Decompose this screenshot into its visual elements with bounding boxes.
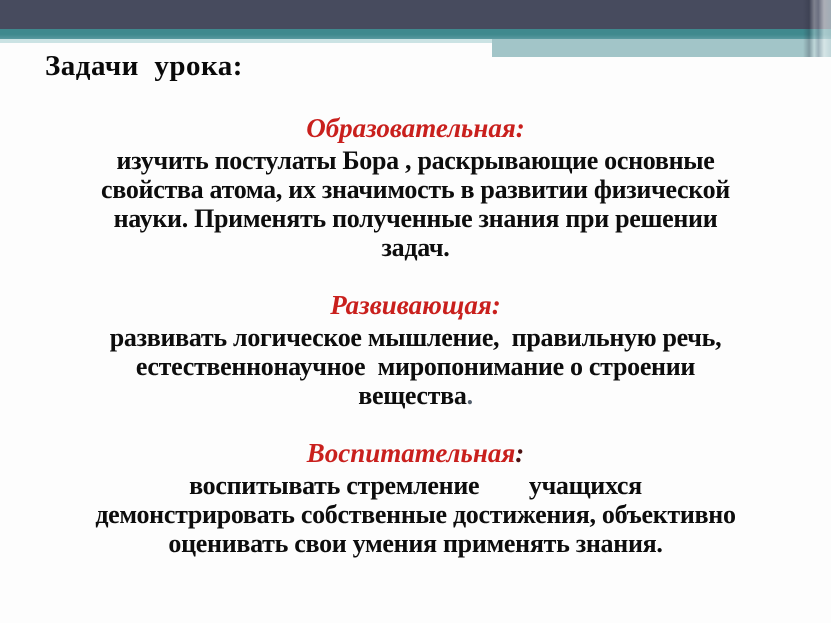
body-line-text: вещества	[358, 381, 467, 410]
section-body	[38, 471, 793, 558]
header-light-band	[492, 39, 831, 57]
section-body	[38, 323, 793, 410]
body-line: естественнонаучное миропонимание о строении	[135, 352, 696, 381]
body-line: воспитывать стремление учащихся	[189, 471, 642, 500]
slide-title: Задачи урока:	[45, 50, 243, 82]
lesson-goal-section	[38, 437, 793, 558]
section-body	[38, 146, 793, 262]
body-line: свойства атома, их значимость в развитии физической	[101, 175, 730, 204]
section-heading	[38, 289, 793, 322]
section-heading	[38, 112, 793, 145]
section-heading	[38, 437, 793, 470]
header-edge-glare	[803, 0, 831, 57]
section-heading-label: Воспитательная	[306, 438, 516, 468]
body-line: демонстрировать собственные достижения, объективно	[95, 500, 736, 529]
body-line: оценивать свои умения применять знания.	[168, 529, 663, 558]
lesson-goal-section	[38, 289, 793, 410]
section-heading-label: Развивающая:	[330, 290, 501, 320]
body-line-muted-period: .	[466, 381, 473, 410]
header-teal-stripe	[0, 29, 831, 39]
header-pale-line	[0, 39, 492, 43]
section-heading-colon: :	[515, 438, 525, 468]
body-line: изучить постулаты Бора , раскрывающие основные	[116, 146, 715, 175]
slide-content	[38, 112, 793, 585]
body-line	[38, 381, 793, 410]
body-line: задач.	[381, 233, 450, 262]
body-line: науки. Применять полученные знания при решении	[113, 204, 718, 233]
section-heading-label: Образовательная:	[306, 113, 525, 143]
body-line: развивать логическое мышление, правильную речь,	[109, 323, 722, 352]
header-bar	[0, 0, 831, 29]
lesson-goal-section	[38, 112, 793, 262]
